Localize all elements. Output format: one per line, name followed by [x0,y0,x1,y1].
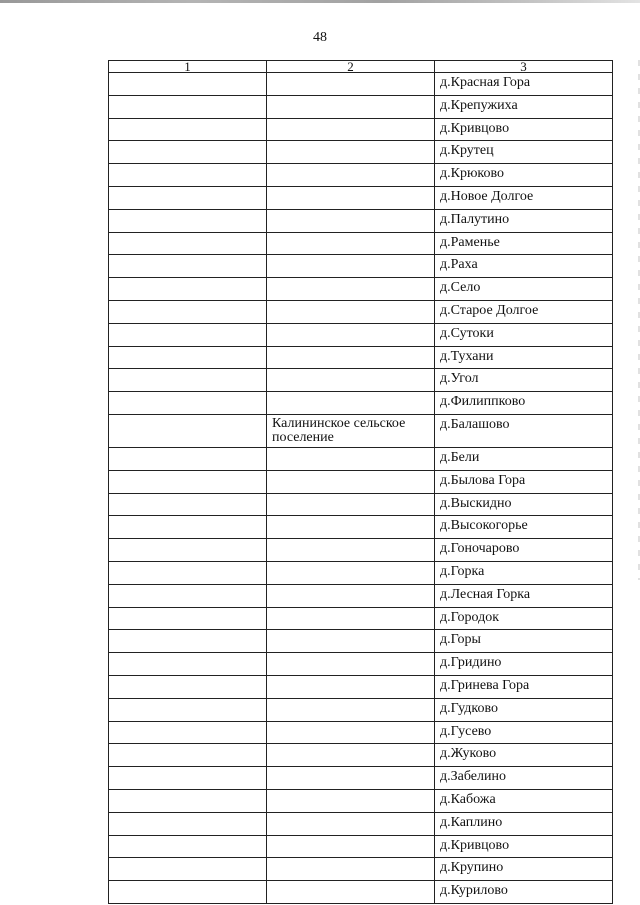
number-cell [109,767,267,790]
municipality-cell [267,118,435,141]
number-cell [109,881,267,904]
settlement-cell: д.Каплино [435,812,613,835]
municipality-cell [267,369,435,392]
municipality-cell [267,186,435,209]
municipality-cell [267,584,435,607]
municipality-cell [267,881,435,904]
number-cell [109,789,267,812]
municipality-cell [267,721,435,744]
municipality-cell [267,255,435,278]
column-header-3: 3 [435,61,613,73]
settlement-cell: д.Красная Гора [435,73,613,96]
settlement-cell: д.Угол [435,369,613,392]
settlement-cell: д.Высокогорье [435,516,613,539]
settlement-cell: д.Старое Долгое [435,300,613,323]
number-cell [109,584,267,607]
number-cell [109,675,267,698]
number-cell [109,346,267,369]
settlement-cell: д.Гудково [435,698,613,721]
settlement-cell: д.Крюково [435,164,613,187]
number-cell [109,73,267,96]
number-cell [109,561,267,584]
municipality-cell [267,789,435,812]
municipality-cell [267,561,435,584]
header-row [109,61,613,73]
number-cell [109,721,267,744]
number-cell [109,516,267,539]
settlement-cell: д.Тухани [435,346,613,369]
table-row [109,744,613,767]
table-row [109,164,613,187]
table-row [109,561,613,584]
number-cell [109,653,267,676]
number-cell [109,447,267,470]
table-row [109,607,613,630]
settlement-cell: д.Гусево [435,721,613,744]
settlement-cell: д.Выскидно [435,493,613,516]
municipality-cell [267,698,435,721]
settlement-cell: д.Горы [435,630,613,653]
table-row [109,858,613,881]
number-cell [109,232,267,255]
number-cell [109,539,267,562]
number-cell [109,323,267,346]
number-cell [109,118,267,141]
settlement-cell: д.Филиппково [435,392,613,415]
table-row [109,835,613,858]
number-cell [109,209,267,232]
number-cell [109,470,267,493]
municipality-cell [267,835,435,858]
municipality-cell [267,141,435,164]
municipality-cell [267,447,435,470]
municipality-cell [267,607,435,630]
number-cell [109,493,267,516]
table-row [109,369,613,392]
settlement-cell: д.Село [435,278,613,301]
municipality-cell [267,493,435,516]
settlements-table [108,60,613,904]
municipality-cell [267,300,435,323]
column-header-1: 1 [109,61,267,73]
municipality-cell [267,516,435,539]
settlement-cell: д.Раха [435,255,613,278]
municipality-cell [267,323,435,346]
settlement-cell: д.Бели [435,447,613,470]
settlement-cell: д.Балашово [435,414,613,447]
table-row [109,186,613,209]
settlement-cell: д.Крупино [435,858,613,881]
settlement-cell: д.Палутино [435,209,613,232]
table-header [109,61,613,73]
table-body [109,73,613,904]
number-cell [109,414,267,447]
municipality-cell [267,539,435,562]
municipality-cell [267,209,435,232]
settlement-cell: д.Былова Гора [435,470,613,493]
table-row [109,300,613,323]
table-row [109,675,613,698]
number-cell [109,141,267,164]
settlement-cell: д.Городок [435,607,613,630]
table-row [109,493,613,516]
municipality-cell [267,73,435,96]
municipality-cell [267,858,435,881]
settlement-cell: д.Раменье [435,232,613,255]
table-row [109,278,613,301]
table-row [109,209,613,232]
table-row [109,141,613,164]
number-cell [109,392,267,415]
number-cell [109,95,267,118]
table-row [109,767,613,790]
municipality-cell [267,278,435,301]
table-row [109,414,613,447]
table-row [109,584,613,607]
table-row [109,255,613,278]
settlement-cell: д.Крепужиха [435,95,613,118]
table-row [109,881,613,904]
table-row [109,539,613,562]
number-cell [109,186,267,209]
settlement-cell: д.Лесная Горка [435,584,613,607]
page-number: 48 [313,30,327,45]
number-cell [109,300,267,323]
table-row [109,721,613,744]
settlement-cell: д.Забелино [435,767,613,790]
number-cell [109,278,267,301]
number-cell [109,607,267,630]
municipality-cell [267,744,435,767]
table-row [109,346,613,369]
municipality-cell: Калининское сельское поселение [267,414,435,447]
number-cell [109,630,267,653]
number-cell [109,835,267,858]
table-row [109,470,613,493]
table-row [109,118,613,141]
settlement-cell: д.Кривцово [435,835,613,858]
settlement-cell: д.Сутоки [435,323,613,346]
table-row [109,323,613,346]
table-row [109,73,613,96]
settlement-cell: д.Новое Долгое [435,186,613,209]
table-row [109,447,613,470]
municipality-cell [267,392,435,415]
table-row [109,232,613,255]
municipality-cell [267,675,435,698]
settlement-cell: д.Кабожа [435,789,613,812]
settlement-cell: д.Гридино [435,653,613,676]
scan-edge-artifact [0,0,640,3]
municipality-cell [267,653,435,676]
table-row [109,516,613,539]
municipality-cell [267,164,435,187]
settlement-cell: д.Жуково [435,744,613,767]
table-row [109,95,613,118]
settlement-cell: д.Горка [435,561,613,584]
municipality-cell [267,232,435,255]
municipality-cell [267,470,435,493]
municipality-cell [267,346,435,369]
number-cell [109,164,267,187]
settlement-cell: д.Гринева Гора [435,675,613,698]
number-cell [109,812,267,835]
municipality-cell [267,812,435,835]
table-row [109,392,613,415]
municipality-cell [267,95,435,118]
settlement-cell: д.Крутец [435,141,613,164]
table-row [109,698,613,721]
settlement-cell: д.Гоночарово [435,539,613,562]
column-header-2: 2 [267,61,435,73]
number-cell [109,744,267,767]
municipality-cell [267,630,435,653]
table-row [109,812,613,835]
settlement-cell: д.Курилово [435,881,613,904]
municipality-cell [267,767,435,790]
number-cell [109,698,267,721]
number-cell [109,369,267,392]
table-row [109,653,613,676]
table-row [109,630,613,653]
number-cell [109,255,267,278]
number-cell [109,858,267,881]
settlement-cell: д.Кривцово [435,118,613,141]
table-row [109,789,613,812]
